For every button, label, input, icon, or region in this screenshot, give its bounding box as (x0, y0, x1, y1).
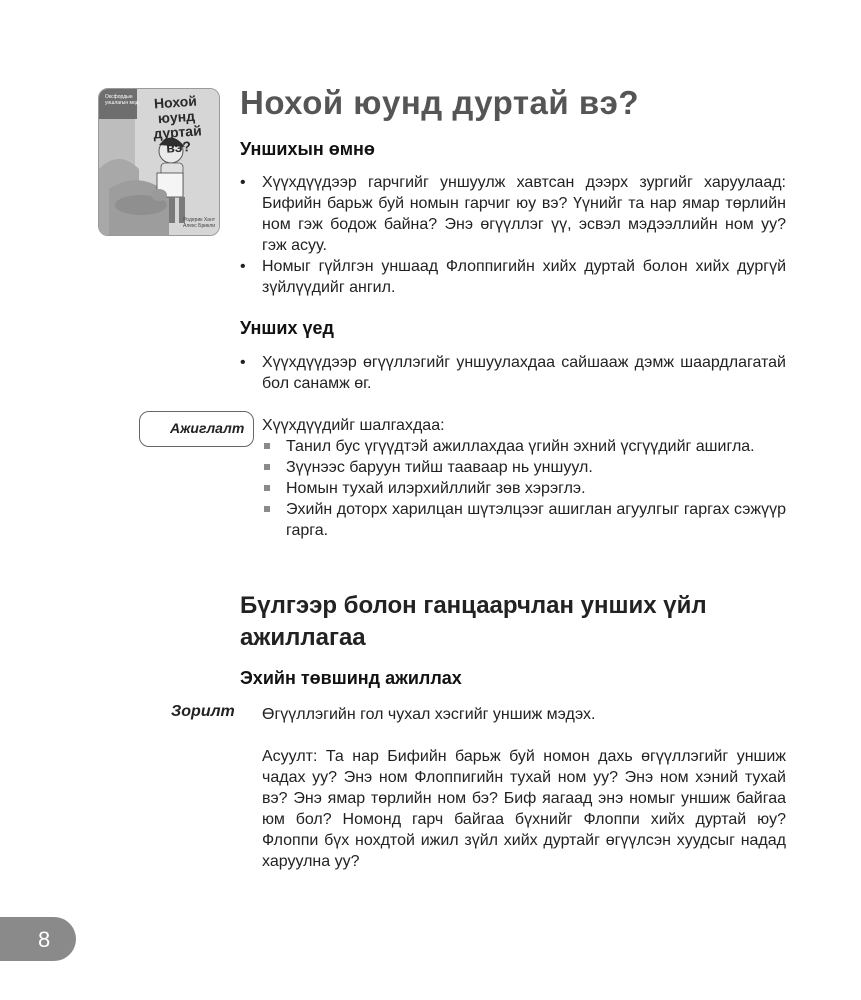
bullet-icon: • (240, 354, 246, 371)
before-reading-heading: Уншихын өмнө (240, 139, 375, 159)
observation-label-box (139, 411, 254, 447)
observation-list (262, 436, 786, 541)
goal-text: Өгүүллэгийн гол чухал хэсгийг уншиж мэдэх. (262, 706, 596, 723)
group-section-subheading: Эхийн төвшинд ажиллах (240, 668, 462, 688)
during-reading-heading: Унших үед (240, 318, 334, 338)
before-reading-list (240, 172, 786, 298)
group-section-heading: Бүлгээр болон ганцаарчлан унших үйл ажиллагаа (240, 592, 707, 651)
cover-title: Нохой юунд дуртай вэ? (152, 92, 203, 156)
bullet-icon: • (240, 258, 246, 275)
observation-intro: Хүүхдүүдийг шалгахдаа: (262, 417, 445, 434)
page-title: Нохой юунд дуртай вэ? (240, 84, 640, 121)
square-bullet-icon (264, 443, 270, 449)
observation-label: Ажиглалт (170, 420, 245, 436)
question-paragraph: Асуулт: Та нар Бифийн барьж буй номон дахь өгүүллэгийг уншиж чадах уу? Энэ ном Флоппигийн тухай ном уу? Энэ ном хэний тухай вэ? Энэ ямар төрлийн ном бэ? Биф яагаад энэ номыг уншиж байгаа юм бол? Номонд гарч байгаа бүхнийг Флоппи хийх дуртай юу? Флоппи бүх нохдтой ижил зүйл хийх дуртайг өгүүлсэн хуудсыг надад харуулна уу? (262, 748, 786, 870)
list-item: Эхийн доторх харилцан шүтэлцээг ашиглан агуулгыг гаргах сэжүүр гарга. (262, 499, 786, 541)
list-item: Танил бус үгүүдтэй ажиллахдаа үгийн эхний үсгүүдийг ашигла. (262, 436, 786, 457)
list-item: Зүүнээс баруун тийш таавaар нь уншуул. (262, 457, 786, 478)
square-bullet-icon (264, 506, 270, 512)
cover-series-badge: Оксфордын уншлагын мод (105, 94, 139, 106)
book-cover-image (98, 88, 220, 236)
during-reading-list (240, 352, 786, 394)
list-item: • Хүүхдүүдээр өгүүллэгийг уншуулахдаа сайшааж дэмж шаардлагатай бол санамж өг. (240, 354, 786, 392)
page-number-tab (0, 917, 76, 961)
square-bullet-icon (264, 485, 270, 491)
bullet-icon: • (240, 174, 246, 191)
goal-label: Зорилт (171, 703, 235, 720)
list-item: • Номыг гүйлгэн уншаад Флоппигийн хийх дуртай болон хийх дургүй зүйлүүдийг ангил. (240, 258, 786, 296)
square-bullet-icon (264, 464, 270, 470)
cover-author: Родерик Хант Алекс Брикли (183, 217, 215, 229)
page-number: 8 (38, 927, 51, 952)
list-item: Номын тухай илэрхийллийг зөв хэрэглэ. (262, 478, 786, 499)
list-item: • Хүүхдүүдээр гарчгийг уншуулж хавтсан дээрх зургийг харуулаад: Бифийн барьж буй номын гарчиг юу вэ? Үүнийг та нар ямар төрлийн ном гэж бодож байна? Энэ өгүүллэг үү, эсвэл мэдээллийн ном уу? гэж асуу. (240, 174, 786, 254)
